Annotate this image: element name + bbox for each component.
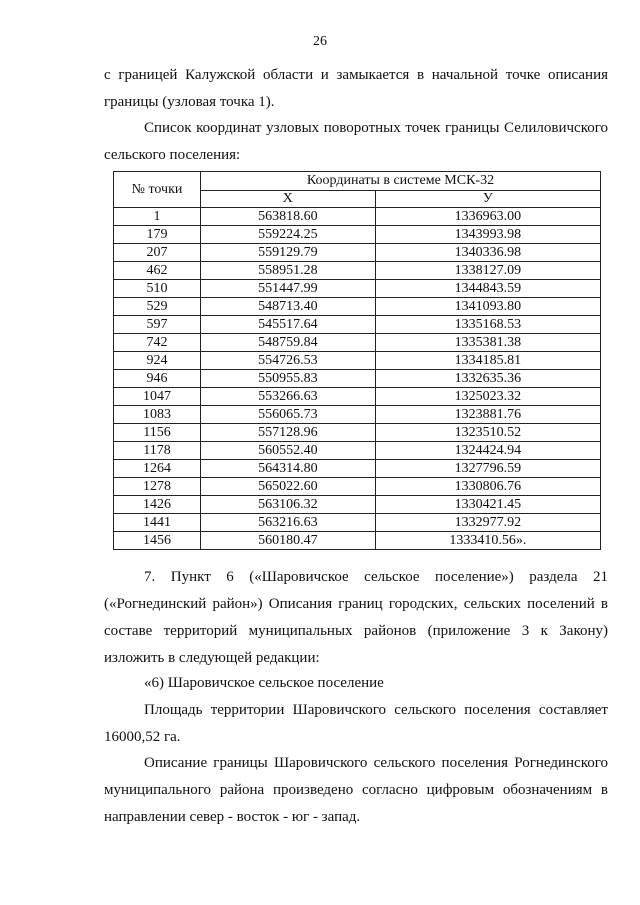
table-row [114,334,601,352]
table-row [114,370,601,388]
cell-y: 1323881.76 [375,406,600,424]
cell-y: 1325023.32 [375,388,600,406]
cell-point: 207 [114,244,201,262]
list-title-paragraph [104,115,608,169]
cell-y: 1332977.92 [375,514,600,532]
cell-point: 1456 [114,532,201,550]
cell-x: 563106.32 [201,496,376,514]
cell-point: 742 [114,334,201,352]
header-x: X [201,191,376,208]
table-row [114,478,601,496]
cell-x: 560552.40 [201,442,376,460]
cell-point: 510 [114,280,201,298]
table-row [114,496,601,514]
page-number: 26 [313,34,327,49]
cell-x: 559224.25 [201,226,376,244]
cell-y: 1332635.36 [375,370,600,388]
cell-y: 1330806.76 [375,478,600,496]
cell-point: 597 [114,316,201,334]
table-row [114,298,601,316]
cell-x: 565022.60 [201,478,376,496]
cell-y: 1343993.98 [375,226,600,244]
item-7-line-2: («Рогнединский район») Описания границ городских, сельских поселений в [104,596,608,612]
cell-y: 1335381.38 [375,334,600,352]
description-paragraph [104,750,608,831]
cell-x: 563216.63 [201,514,376,532]
table-row [114,208,601,226]
cell-x: 563818.60 [201,208,376,226]
item-7-line-1: 7. Пункт 6 («Шаровичское сельское поселение») раздела 21 [144,569,608,585]
cell-point: 179 [114,226,201,244]
header-y: У [375,191,600,208]
cell-point: 1047 [114,388,201,406]
cell-y: 1324424.94 [375,442,600,460]
intro-line-1: с границей Калужской области и замыкается в начальной точке описания [104,67,608,83]
area-line-2: 16000,52 га. [104,729,181,745]
table-row [114,514,601,532]
table-row [114,532,601,550]
item-7-line-4: изложить в следующей редакции: [104,650,320,666]
cell-x: 557128.96 [201,424,376,442]
cell-point: 1083 [114,406,201,424]
cell-x: 559129.79 [201,244,376,262]
cell-y: 1330421.45 [375,496,600,514]
cell-point: 1264 [114,460,201,478]
area-line-1: Площадь территории Шаровичского сельского поселения составляет [144,702,608,718]
cell-point: 529 [114,298,201,316]
table-row [114,280,601,298]
cell-y: 1327796.59 [375,460,600,478]
header-point-number: № точки [114,172,201,208]
cell-x: 548759.84 [201,334,376,352]
table-row [114,442,601,460]
cell-point: 1178 [114,442,201,460]
cell-x: 550955.83 [201,370,376,388]
table-row [114,406,601,424]
cell-x: 545517.64 [201,316,376,334]
cell-x: 558951.28 [201,262,376,280]
cell-x: 560180.47 [201,532,376,550]
item-7-paragraph [104,564,608,672]
cell-point: 1426 [114,496,201,514]
cell-point: 1 [114,208,201,226]
table-row [114,460,601,478]
cell-point: 946 [114,370,201,388]
cell-y: 1338127.09 [375,262,600,280]
cell-point: 924 [114,352,201,370]
table-row [114,388,601,406]
cell-y: 1340336.98 [375,244,600,262]
intro-paragraph [104,62,608,116]
section-heading: «6) Шаровичское сельское поселение [144,675,384,691]
description-line-3: направлении север - восток - юг - запад. [104,809,361,825]
cell-y: 1323510.52 [375,424,600,442]
cell-y: 1341093.80 [375,298,600,316]
table-row [114,352,601,370]
table-row [114,262,601,280]
list-title-line-1: Список координат узловых поворотных точек границы Селиловичского [144,120,608,136]
cell-point: 1441 [114,514,201,532]
cell-x: 548713.40 [201,298,376,316]
cell-y: 1334185.81 [375,352,600,370]
cell-x: 551447.99 [201,280,376,298]
table-row [114,244,601,262]
description-line-2: муниципального района произведено согласно цифровым обозначениям в [104,782,608,798]
coordinates-table [113,171,601,550]
cell-y: 1344843.59 [375,280,600,298]
table-row [114,226,601,244]
header-coordinates: Координаты в системе МСК-32 [201,172,601,191]
list-title-line-2: сельского поселения: [104,147,241,163]
cell-point: 462 [114,262,201,280]
cell-y: 1335168.53 [375,316,600,334]
cell-y: 1336963.00 [375,208,600,226]
area-paragraph [104,697,608,751]
intro-line-2: границы (узловая точка 1). [104,94,275,110]
description-line-1: Описание границы Шаровичского сельского поселения Рогнединского [144,755,608,771]
cell-x: 556065.73 [201,406,376,424]
item-7-line-3: составе территорий муниципальных районов (приложение 3 к Закону) [104,623,608,639]
cell-point: 1278 [114,478,201,496]
table-row [114,424,601,442]
table-body [114,208,601,550]
cell-x: 564314.80 [201,460,376,478]
cell-x: 553266.63 [201,388,376,406]
table-row [114,316,601,334]
cell-y: 1333410.56». [375,532,600,550]
cell-x: 554726.53 [201,352,376,370]
cell-point: 1156 [114,424,201,442]
